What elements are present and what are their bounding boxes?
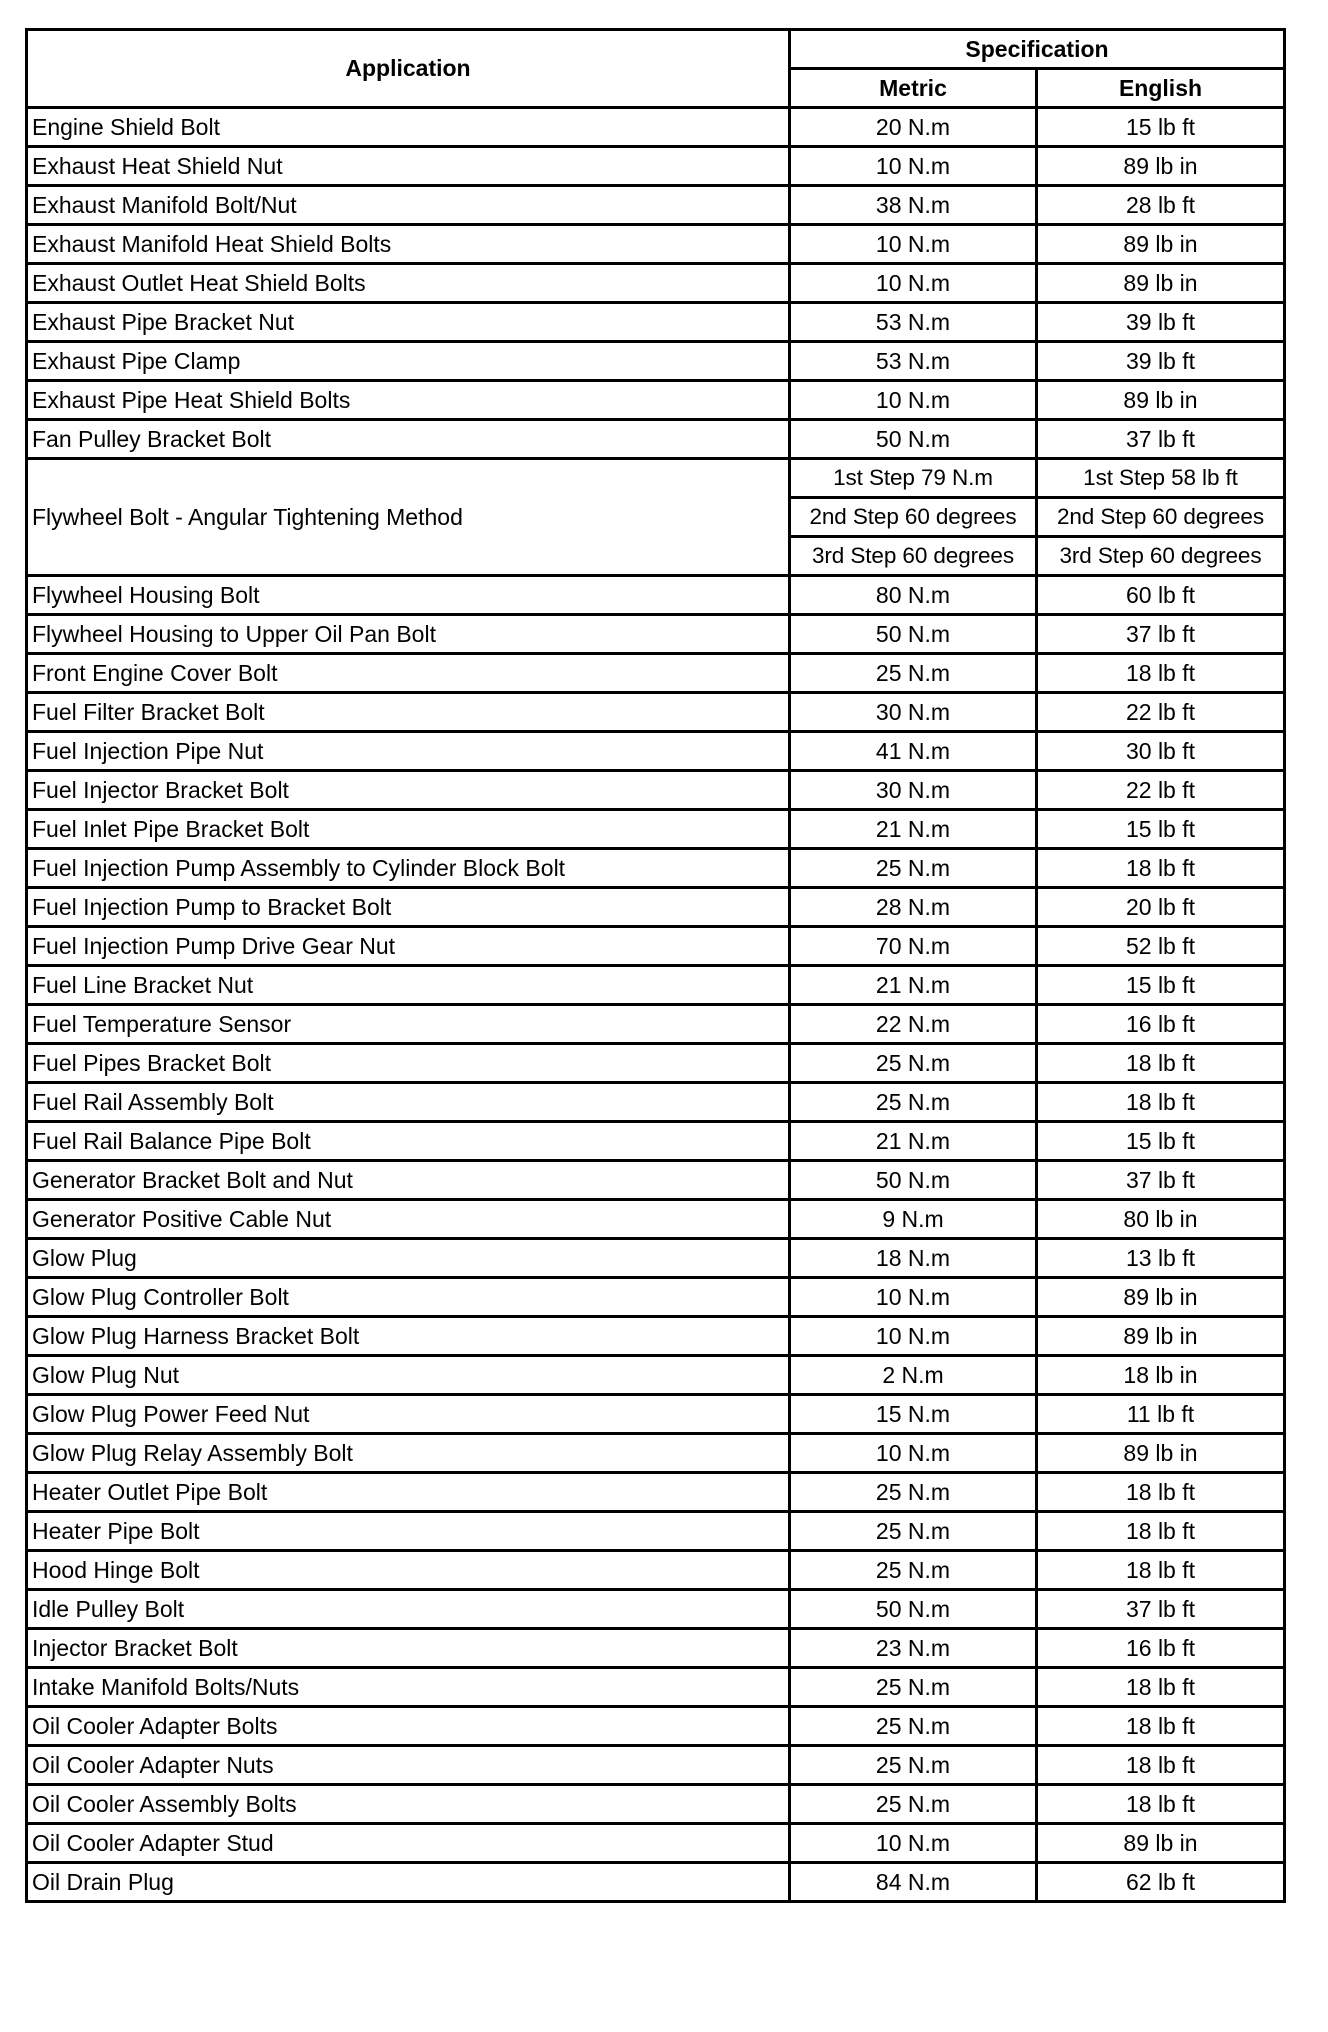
english-step-cell: 3rd Step 60 degrees [1037, 537, 1285, 576]
table-row [27, 1044, 1285, 1083]
english-cell: 18 lb ft [1037, 1785, 1285, 1824]
table-row [27, 849, 1285, 888]
english-cell: 11 lb ft [1037, 1395, 1285, 1434]
application-cell: Fuel Rail Assembly Bolt [27, 1083, 790, 1122]
table-row [27, 381, 1285, 420]
metric-cell: 10 N.m [790, 264, 1037, 303]
application-cell: Heater Pipe Bolt [27, 1512, 790, 1551]
application-cell: Glow Plug Nut [27, 1356, 790, 1395]
metric-cell: 50 N.m [790, 1590, 1037, 1629]
header-english: English [1037, 69, 1285, 108]
table-row [27, 1356, 1285, 1395]
english-cell: 89 lb in [1037, 381, 1285, 420]
table-row [27, 1629, 1285, 1668]
table-row [27, 186, 1285, 225]
application-cell: Exhaust Outlet Heat Shield Bolts [27, 264, 790, 303]
table-row [27, 225, 1285, 264]
application-cell: Oil Drain Plug [27, 1863, 790, 1902]
table-row [27, 966, 1285, 1005]
english-cell: 52 lb ft [1037, 927, 1285, 966]
metric-cell: 25 N.m [790, 1473, 1037, 1512]
english-cell: 18 lb in [1037, 1356, 1285, 1395]
table-row [27, 264, 1285, 303]
metric-cell: 21 N.m [790, 966, 1037, 1005]
english-cell: 37 lb ft [1037, 420, 1285, 459]
table-row [27, 1746, 1285, 1785]
english-cell: 37 lb ft [1037, 1590, 1285, 1629]
application-cell: Fuel Temperature Sensor [27, 1005, 790, 1044]
metric-cell: 25 N.m [790, 1083, 1037, 1122]
metric-cell: 50 N.m [790, 615, 1037, 654]
english-cell: 18 lb ft [1037, 1083, 1285, 1122]
metric-cell: 25 N.m [790, 1512, 1037, 1551]
english-cell: 18 lb ft [1037, 1044, 1285, 1083]
table-row [27, 1200, 1285, 1239]
english-cell: 18 lb ft [1037, 849, 1285, 888]
table-row [27, 615, 1285, 654]
application-cell: Oil Cooler Adapter Nuts [27, 1746, 790, 1785]
english-cell: 13 lb ft [1037, 1239, 1285, 1278]
header-application: Application [27, 30, 790, 108]
metric-cell: 38 N.m [790, 186, 1037, 225]
table-row [27, 1863, 1285, 1902]
table-row [27, 1434, 1285, 1473]
metric-step-cell: 3rd Step 60 degrees [790, 537, 1037, 576]
english-cell: 16 lb ft [1037, 1005, 1285, 1044]
english-cell: 15 lb ft [1037, 810, 1285, 849]
english-cell: 22 lb ft [1037, 693, 1285, 732]
english-cell: 89 lb in [1037, 225, 1285, 264]
english-cell: 39 lb ft [1037, 303, 1285, 342]
application-cell: Exhaust Heat Shield Nut [27, 147, 790, 186]
application-cell: Heater Outlet Pipe Bolt [27, 1473, 790, 1512]
metric-cell: 84 N.m [790, 1863, 1037, 1902]
english-step-cell: 1st Step 58 lb ft [1037, 459, 1285, 498]
application-cell: Oil Cooler Adapter Bolts [27, 1707, 790, 1746]
english-cell: 37 lb ft [1037, 615, 1285, 654]
metric-cell: 50 N.m [790, 420, 1037, 459]
english-cell: 89 lb in [1037, 1317, 1285, 1356]
english-cell: 18 lb ft [1037, 1746, 1285, 1785]
metric-cell: 50 N.m [790, 1161, 1037, 1200]
table-row [27, 1668, 1285, 1707]
application-cell: Fuel Injection Pump Drive Gear Nut [27, 927, 790, 966]
metric-cell: 25 N.m [790, 1707, 1037, 1746]
table-row [27, 1512, 1285, 1551]
application-cell: Flywheel Bolt - Angular Tightening Method [27, 459, 790, 576]
table-row [27, 810, 1285, 849]
metric-cell: 25 N.m [790, 1551, 1037, 1590]
application-cell: Generator Positive Cable Nut [27, 1200, 790, 1239]
table-row [27, 147, 1285, 186]
application-cell: Glow Plug Power Feed Nut [27, 1395, 790, 1434]
table-row [27, 1473, 1285, 1512]
metric-cell: 25 N.m [790, 1044, 1037, 1083]
english-cell: 22 lb ft [1037, 771, 1285, 810]
metric-cell: 10 N.m [790, 1278, 1037, 1317]
english-cell: 39 lb ft [1037, 342, 1285, 381]
table-row [27, 1395, 1285, 1434]
english-cell: 89 lb in [1037, 1824, 1285, 1863]
metric-cell: 30 N.m [790, 693, 1037, 732]
application-cell: Oil Cooler Adapter Stud [27, 1824, 790, 1863]
application-cell: Front Engine Cover Bolt [27, 654, 790, 693]
table-row [27, 1161, 1285, 1200]
metric-step-cell: 2nd Step 60 degrees [790, 498, 1037, 537]
table-row [27, 420, 1285, 459]
application-cell: Flywheel Housing Bolt [27, 576, 790, 615]
table-row [27, 576, 1285, 615]
metric-cell: 28 N.m [790, 888, 1037, 927]
english-cell: 89 lb in [1037, 1278, 1285, 1317]
application-cell: Idle Pulley Bolt [27, 1590, 790, 1629]
metric-cell: 53 N.m [790, 342, 1037, 381]
table-row [27, 108, 1285, 147]
metric-cell: 9 N.m [790, 1200, 1037, 1239]
application-cell: Hood Hinge Bolt [27, 1551, 790, 1590]
flywheel-row [27, 459, 1285, 498]
english-cell: 18 lb ft [1037, 1707, 1285, 1746]
table-row [27, 771, 1285, 810]
table-body [27, 108, 1285, 1902]
application-cell: Injector Bracket Bolt [27, 1629, 790, 1668]
application-cell: Fuel Inlet Pipe Bracket Bolt [27, 810, 790, 849]
english-cell: 89 lb in [1037, 1434, 1285, 1473]
english-cell: 62 lb ft [1037, 1863, 1285, 1902]
metric-cell: 10 N.m [790, 1434, 1037, 1473]
english-cell: 18 lb ft [1037, 1512, 1285, 1551]
table-row [27, 1317, 1285, 1356]
table-row [27, 1707, 1285, 1746]
table-row [27, 1005, 1285, 1044]
metric-cell: 21 N.m [790, 810, 1037, 849]
application-cell: Fuel Pipes Bracket Bolt [27, 1044, 790, 1083]
application-cell: Fuel Injection Pump to Bracket Bolt [27, 888, 790, 927]
application-cell: Fuel Line Bracket Nut [27, 966, 790, 1005]
metric-cell: 20 N.m [790, 108, 1037, 147]
metric-cell: 10 N.m [790, 1824, 1037, 1863]
table-row [27, 693, 1285, 732]
application-cell: Glow Plug [27, 1239, 790, 1278]
table-row [27, 927, 1285, 966]
table-row [27, 1083, 1285, 1122]
english-cell: 80 lb in [1037, 1200, 1285, 1239]
metric-cell: 23 N.m [790, 1629, 1037, 1668]
english-cell: 89 lb in [1037, 264, 1285, 303]
application-cell: Fuel Injection Pipe Nut [27, 732, 790, 771]
english-cell: 28 lb ft [1037, 186, 1285, 225]
english-cell: 30 lb ft [1037, 732, 1285, 771]
metric-cell: 10 N.m [790, 225, 1037, 264]
application-cell: Glow Plug Harness Bracket Bolt [27, 1317, 790, 1356]
metric-cell: 30 N.m [790, 771, 1037, 810]
application-cell: Exhaust Manifold Heat Shield Bolts [27, 225, 790, 264]
metric-cell: 25 N.m [790, 1785, 1037, 1824]
metric-cell: 10 N.m [790, 1317, 1037, 1356]
application-cell: Fuel Rail Balance Pipe Bolt [27, 1122, 790, 1161]
metric-cell: 25 N.m [790, 1668, 1037, 1707]
english-cell: 15 lb ft [1037, 966, 1285, 1005]
application-cell: Glow Plug Controller Bolt [27, 1278, 790, 1317]
application-cell: Exhaust Pipe Clamp [27, 342, 790, 381]
header-metric: Metric [790, 69, 1037, 108]
table-row [27, 1239, 1285, 1278]
application-cell: Glow Plug Relay Assembly Bolt [27, 1434, 790, 1473]
application-cell: Engine Shield Bolt [27, 108, 790, 147]
table-row [27, 1590, 1285, 1629]
application-cell: Fan Pulley Bracket Bolt [27, 420, 790, 459]
table-row [27, 1785, 1285, 1824]
metric-cell: 15 N.m [790, 1395, 1037, 1434]
application-cell: Oil Cooler Assembly Bolts [27, 1785, 790, 1824]
table-row [27, 1122, 1285, 1161]
english-step-cell: 2nd Step 60 degrees [1037, 498, 1285, 537]
english-cell: 20 lb ft [1037, 888, 1285, 927]
metric-cell: 53 N.m [790, 303, 1037, 342]
metric-cell: 25 N.m [790, 1746, 1037, 1785]
application-cell: Fuel Injector Bracket Bolt [27, 771, 790, 810]
metric-cell: 25 N.m [790, 654, 1037, 693]
english-cell: 37 lb ft [1037, 1161, 1285, 1200]
table-row [27, 1824, 1285, 1863]
table-row [27, 732, 1285, 771]
metric-cell: 21 N.m [790, 1122, 1037, 1161]
application-cell: Intake Manifold Bolts/Nuts [27, 1668, 790, 1707]
metric-cell: 18 N.m [790, 1239, 1037, 1278]
english-cell: 60 lb ft [1037, 576, 1285, 615]
metric-cell: 80 N.m [790, 576, 1037, 615]
english-cell: 18 lb ft [1037, 1473, 1285, 1512]
torque-spec-table [25, 28, 1286, 1903]
metric-step-cell: 1st Step 79 N.m [790, 459, 1037, 498]
metric-cell: 2 N.m [790, 1356, 1037, 1395]
english-cell: 18 lb ft [1037, 1551, 1285, 1590]
english-cell: 18 lb ft [1037, 1668, 1285, 1707]
application-cell: Exhaust Pipe Heat Shield Bolts [27, 381, 790, 420]
english-cell: 16 lb ft [1037, 1629, 1285, 1668]
table-row [27, 888, 1285, 927]
table-row [27, 342, 1285, 381]
table-header [27, 30, 1285, 108]
table-row [27, 1278, 1285, 1317]
table-row [27, 1551, 1285, 1590]
application-cell: Exhaust Manifold Bolt/Nut [27, 186, 790, 225]
application-cell: Flywheel Housing to Upper Oil Pan Bolt [27, 615, 790, 654]
english-cell: 15 lb ft [1037, 1122, 1285, 1161]
application-cell: Generator Bracket Bolt and Nut [27, 1161, 790, 1200]
metric-cell: 70 N.m [790, 927, 1037, 966]
table-row [27, 303, 1285, 342]
table-row [27, 654, 1285, 693]
application-cell: Exhaust Pipe Bracket Nut [27, 303, 790, 342]
metric-cell: 22 N.m [790, 1005, 1037, 1044]
application-cell: Fuel Injection Pump Assembly to Cylinder Block Bolt [27, 849, 790, 888]
application-cell: Fuel Filter Bracket Bolt [27, 693, 790, 732]
english-cell: 18 lb ft [1037, 654, 1285, 693]
metric-cell: 10 N.m [790, 147, 1037, 186]
metric-cell: 10 N.m [790, 381, 1037, 420]
header-specification: Specification [790, 30, 1285, 69]
metric-cell: 41 N.m [790, 732, 1037, 771]
metric-cell: 25 N.m [790, 849, 1037, 888]
english-cell: 89 lb in [1037, 147, 1285, 186]
english-cell: 15 lb ft [1037, 108, 1285, 147]
